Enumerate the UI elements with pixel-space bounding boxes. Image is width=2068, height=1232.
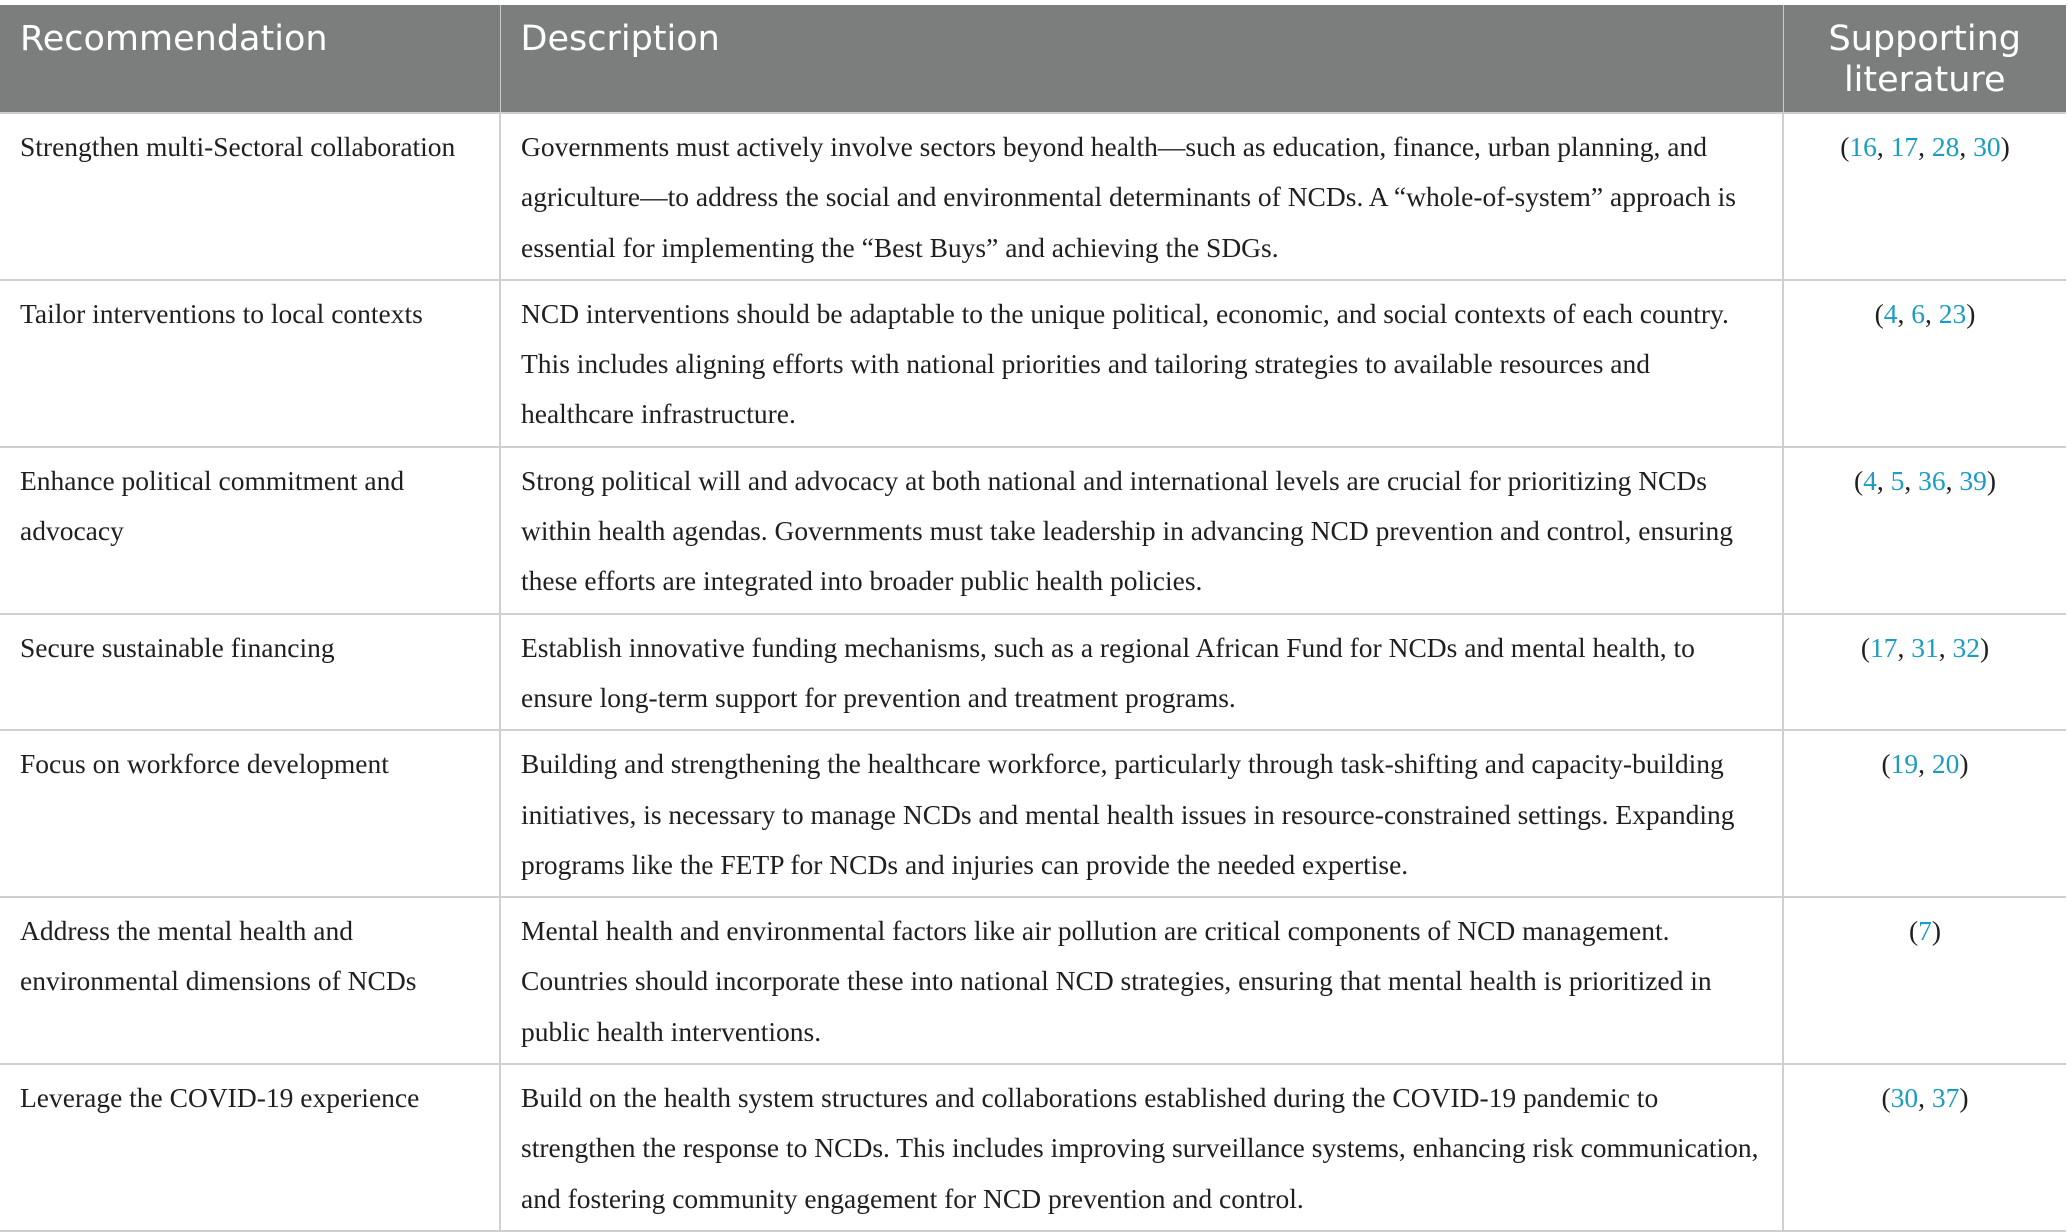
close-paren: ) <box>1966 297 1976 329</box>
reference-separator: , <box>1876 464 1891 496</box>
supporting-literature-cell <box>1783 1064 2066 1231</box>
reference-link[interactable]: 19 <box>1890 748 1919 780</box>
header-supporting-literature: Supporting literature <box>1783 5 2066 113</box>
description-cell: Establish innovative funding mechanisms, such as a regional African Fund for NCDs and mental health, to ensure long-term support for prevention and treatment programs. <box>500 614 1783 731</box>
reference-link[interactable]: 20 <box>1931 748 1960 780</box>
table-row <box>0 113 2066 280</box>
reference-separator: , <box>1897 631 1912 663</box>
recommendation-cell: Secure sustainable financing <box>0 614 500 731</box>
close-paren: ) <box>1959 748 1969 780</box>
supporting-literature-cell <box>1783 113 2066 280</box>
recommendations-table <box>0 5 2066 1232</box>
open-paren: ( <box>1874 297 1884 329</box>
open-paren: ( <box>1853 464 1864 496</box>
supporting-literature-cell <box>1783 614 2066 731</box>
header-recommendation: Recommendation <box>0 5 500 113</box>
supporting-literature-cell <box>1783 280 2066 447</box>
reference-link[interactable]: 30 <box>1890 1082 1919 1114</box>
reference-link[interactable]: 37 <box>1931 1082 1960 1114</box>
description-cell: Governments must actively involve sectors beyond health—such as education, finance, urban planning, and agriculture—to address the social and environmental determinants of NCDs. A “whole-of-system” approach is essential for implementing the “Best Buys” and achieving the SDGs. <box>500 113 1783 280</box>
supporting-literature-cell <box>1783 730 2066 897</box>
table-row <box>0 897 2066 1064</box>
supporting-literature-cell <box>1783 447 2066 614</box>
supporting-literature-cell <box>1783 897 2066 1064</box>
reference-link[interactable]: 39 <box>1959 464 1987 496</box>
reference-link[interactable]: 36 <box>1918 464 1946 496</box>
recommendation-cell: Address the mental health and environmental dimensions of NCDs <box>0 897 500 1064</box>
reference-separator: , <box>1918 1082 1932 1114</box>
reference-separator: , <box>1918 748 1932 780</box>
recommendation-cell: Strengthen multi-Sectoral collaboration <box>0 113 500 280</box>
reference-separator: , <box>1925 297 1939 329</box>
table-row <box>0 614 2066 731</box>
reference-separator: , <box>1897 297 1912 329</box>
reference-link[interactable]: 17 <box>1870 631 1898 663</box>
description-cell: Building and strengthening the healthcare workforce, particularly through task-shifting and capacity-building initiatives, is necessary to manage NCDs and mental health issues in resource-constrained settings. Expanding programs like the FETP for NCDs and injuries can provide the needed expertise. <box>500 730 1783 897</box>
reference-link[interactable]: 5 <box>1890 464 1905 496</box>
reference-link[interactable]: 7 <box>1918 915 1932 947</box>
close-paren: ) <box>1986 464 1997 496</box>
reference-separator: , <box>1938 631 1953 663</box>
reference-link[interactable]: 6 <box>1911 297 1925 329</box>
reference-separator: , <box>1918 131 1932 162</box>
header-description: Description <box>500 5 1783 113</box>
open-paren: ( <box>1860 631 1870 663</box>
description-cell: Build on the health system structures and collaborations established during the COVID-19 pandemic to strengthen the response to NCDs. This includes improving surveillance systems, enhancing risk communication, and fostering community engagement for NCD prevention and control. <box>500 1064 1783 1231</box>
recommendation-cell: Enhance political commitment and advocacy <box>0 447 500 614</box>
close-paren: ) <box>1931 915 1942 947</box>
description-cell: NCD interventions should be adaptable to the unique political, economic, and social contexts of each country. This includes aligning efforts with national priorities and tailoring strategies to available resources and healthcare infrastructure. <box>500 280 1783 447</box>
reference-link[interactable]: 31 <box>1911 631 1939 663</box>
table-row <box>0 730 2066 897</box>
recommendation-cell: Tailor interventions to local contexts <box>0 280 500 447</box>
reference-link[interactable]: 23 <box>1938 297 1967 329</box>
open-paren: ( <box>1881 748 1891 780</box>
recommendation-cell: Focus on workforce development <box>0 730 500 897</box>
open-paren: ( <box>1908 915 1919 947</box>
reference-link[interactable]: 17 <box>1890 131 1919 162</box>
reference-separator: , <box>1945 464 1960 496</box>
reference-link[interactable]: 32 <box>1952 631 1980 663</box>
reference-separator: , <box>1876 131 1891 162</box>
description-cell: Strong political will and advocacy at both national and international levels are crucial for prioritizing NCDs within health agendas. Governments must take leadership in advancing NCD prevention and control, ensuring these efforts are integrated into broader public health policies. <box>500 447 1783 614</box>
open-paren: ( <box>1840 131 1850 162</box>
table-row <box>0 447 2066 614</box>
reference-separator: , <box>1904 464 1919 496</box>
table-body <box>0 113 2066 1231</box>
reference-link[interactable]: 30 <box>1973 131 2001 162</box>
reference-link[interactable]: 4 <box>1883 297 1898 329</box>
reference-link[interactable]: 16 <box>1849 131 1877 162</box>
close-paren: ) <box>1980 631 1990 663</box>
recommendation-cell: Leverage the COVID-19 experience <box>0 1064 500 1231</box>
close-paren: ) <box>2000 131 2010 162</box>
table-header <box>0 5 2066 113</box>
table-row <box>0 280 2066 447</box>
table-row <box>0 1064 2066 1231</box>
reference-separator: , <box>1959 131 1974 162</box>
close-paren: ) <box>1959 1082 1969 1114</box>
reference-link[interactable]: 28 <box>1931 131 1960 162</box>
header-row <box>0 5 2066 113</box>
description-cell: Mental health and environmental factors like air pollution are critical components of NCD management. Countries should incorporate these into national NCD strategies, ensuring that mental health is prioritized in public health interventions. <box>500 897 1783 1064</box>
open-paren: ( <box>1881 1082 1891 1114</box>
reference-link[interactable]: 4 <box>1863 464 1877 496</box>
